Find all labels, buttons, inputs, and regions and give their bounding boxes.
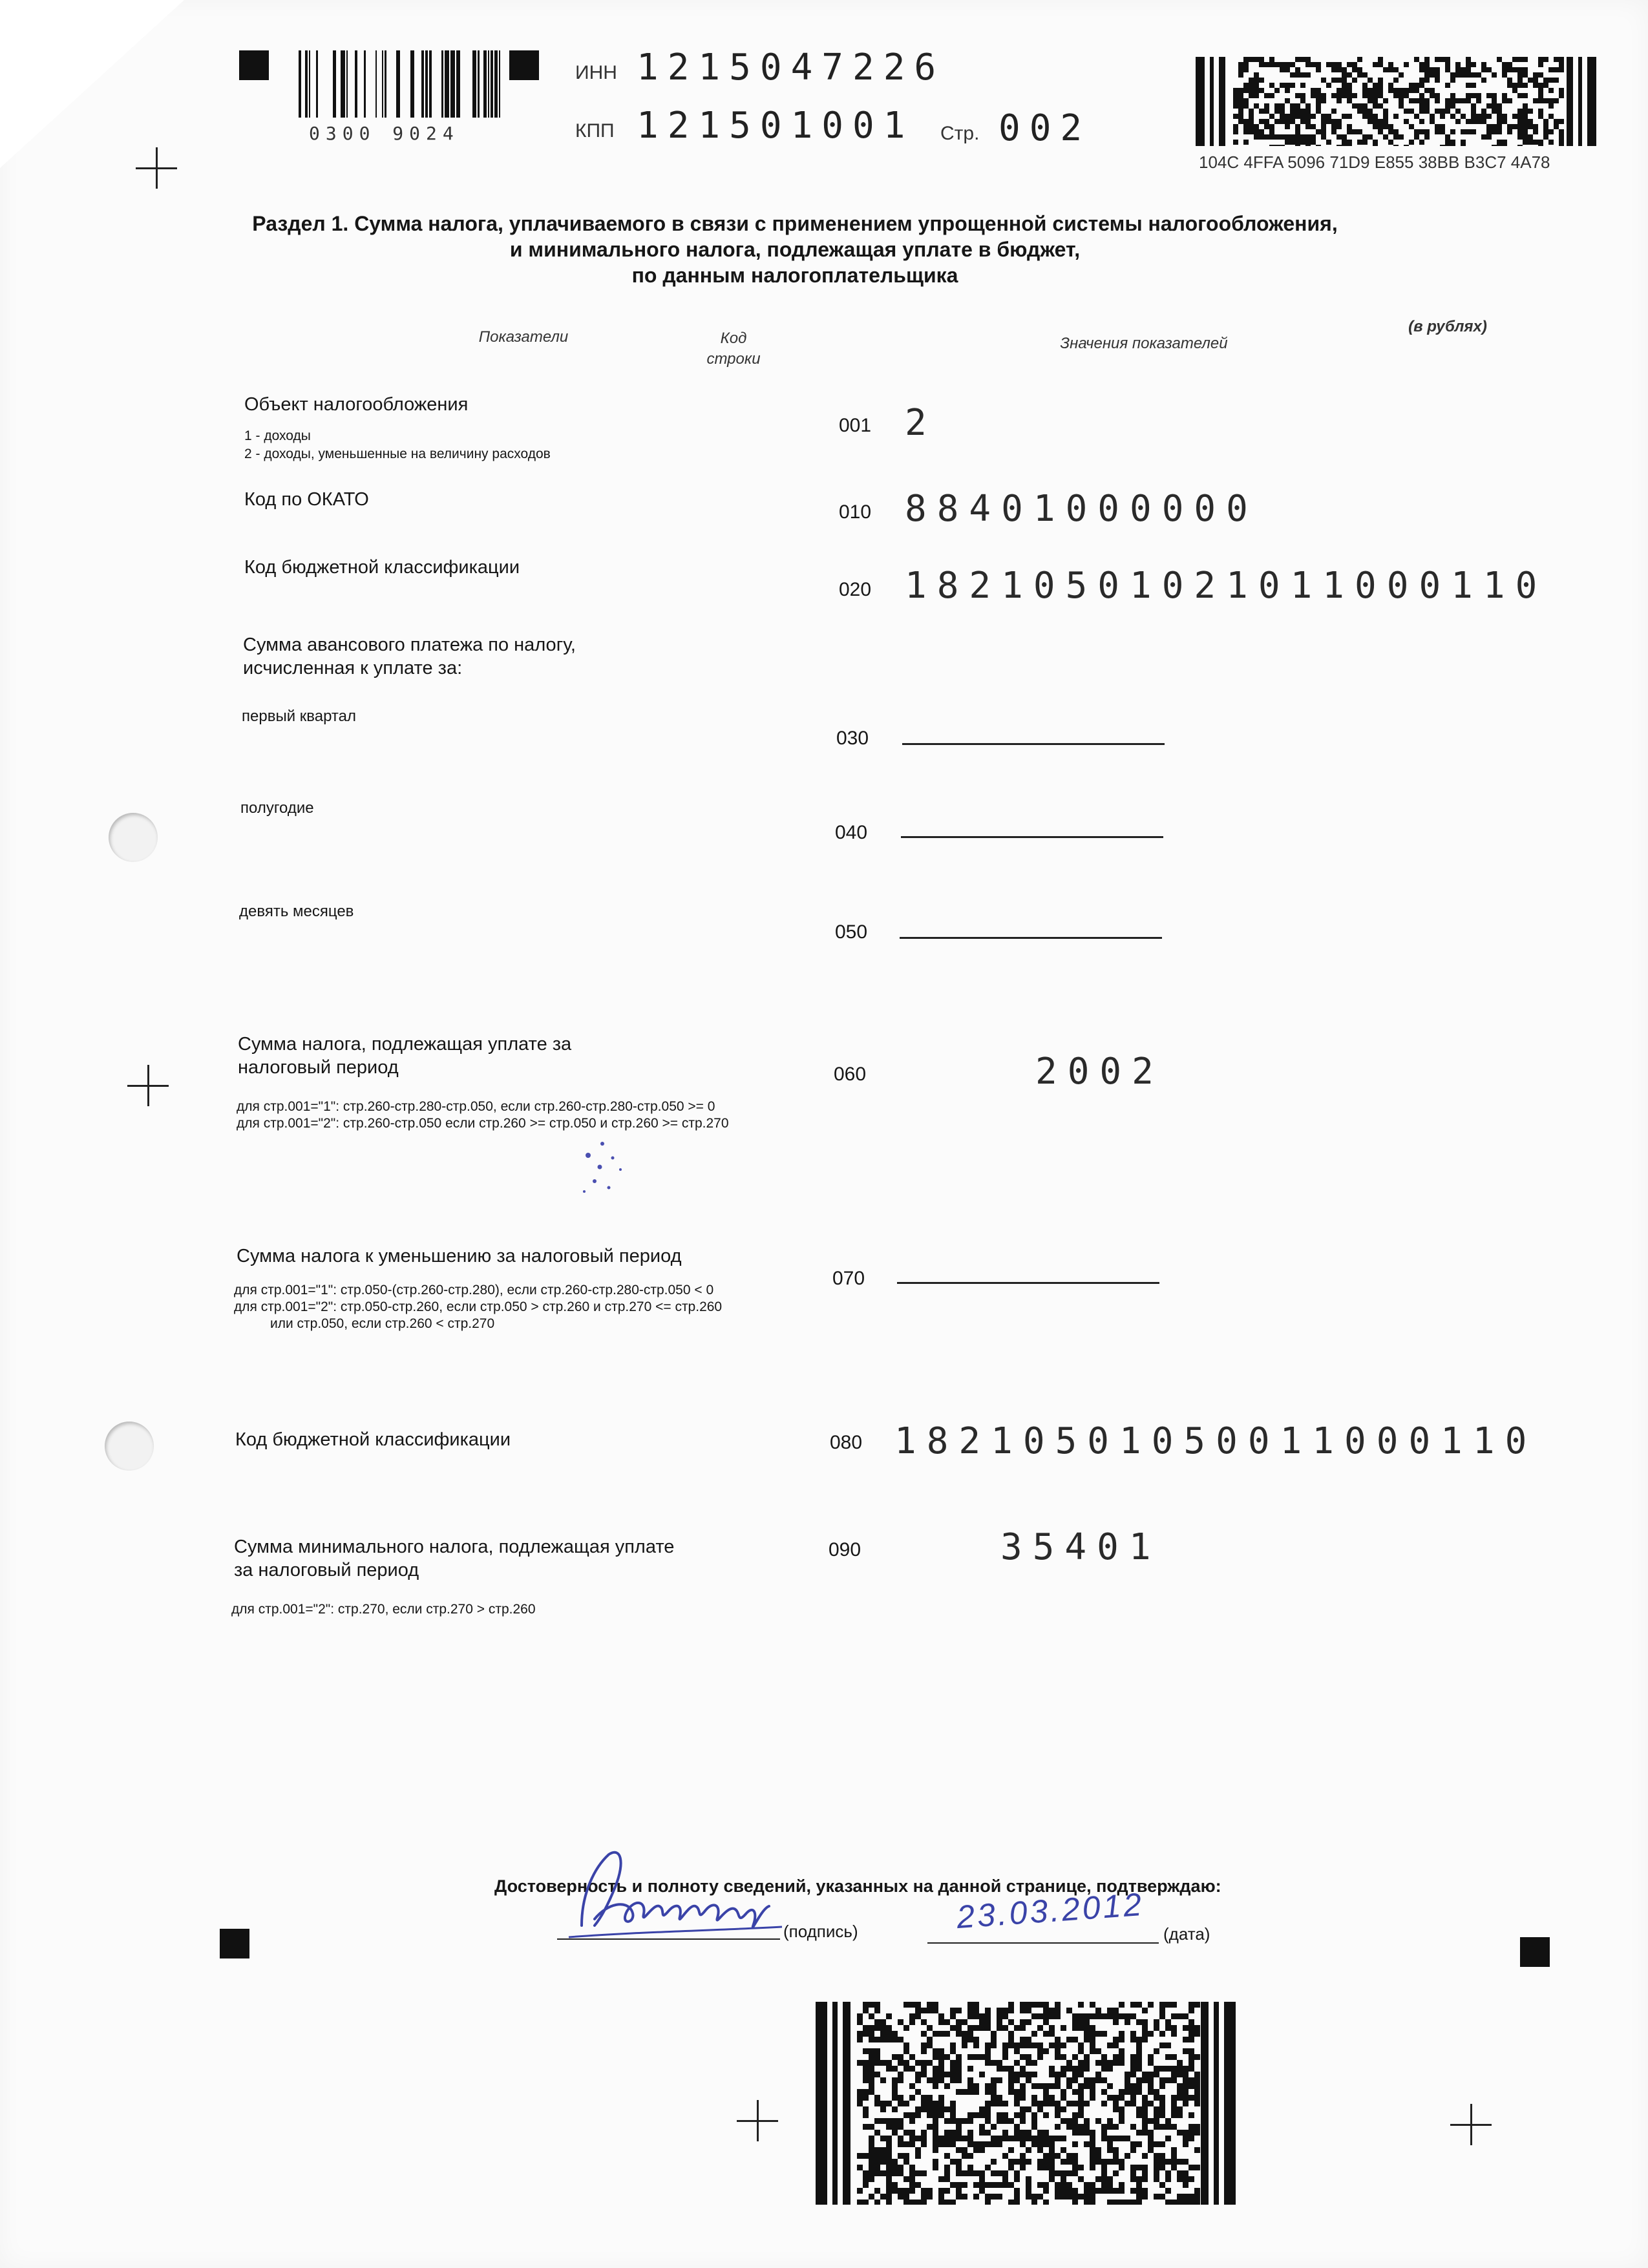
- barcode-2d-top: [1196, 57, 1596, 146]
- row-080-label: Код бюджетной классификации: [235, 1429, 511, 1450]
- row-090-code: 090: [829, 1539, 861, 1560]
- advance-heading-line2: исчисленная к уплате за:: [243, 658, 463, 678]
- date-value: 23.03.2012: [955, 1885, 1145, 1936]
- barcode-hash: 104C 4FFA 5096 71D9 E855 38BB B3C7 4A78: [1199, 152, 1550, 172]
- row-040-empty-value: [901, 836, 1163, 838]
- crosshair-bottom-center: [737, 2100, 778, 2141]
- row-040-label: полугодие: [240, 799, 314, 817]
- column-indicators: Показатели: [478, 328, 569, 346]
- row-001-note2: 2 - доходы, уменьшенные на величину расходов: [244, 446, 551, 461]
- crosshair-mid-left: [127, 1065, 169, 1106]
- row-040-code: 040: [835, 822, 868, 843]
- row-070-empty-value: [897, 1282, 1159, 1284]
- page-value: 002: [998, 107, 1092, 149]
- row-090-note1: для стр.001="2": стр.270, если стр.270 > стр.260: [231, 1602, 536, 1617]
- row-090-value: 35401: [1000, 1526, 1161, 1568]
- punch-hole-upper: [109, 813, 158, 862]
- row-070-note2: для стр.001="2": стр.050-стр.260, если стр.050 > стр.260 и стр.270 <= стр.260: [234, 1299, 723, 1314]
- row-001-value: 2: [905, 402, 937, 444]
- row-070-note3: или стр.050, если стр.260 < стр.270: [270, 1316, 495, 1331]
- date-line: [927, 1942, 1159, 1944]
- row-060-note1: для стр.001="1": стр.260-стр.280-стр.050, если стр.260-стр.280-стр.050 >= 0: [237, 1099, 715, 1114]
- page-label: Стр.: [940, 123, 980, 144]
- row-050-label: девять месяцев: [239, 903, 354, 920]
- registration-marker-top-center: [509, 50, 539, 80]
- date-caption: (дата): [1163, 1924, 1210, 1944]
- registration-marker-bottom-left: [220, 1929, 249, 1958]
- column-units: (в рублях): [1408, 318, 1487, 335]
- ink-specks: [562, 1124, 653, 1215]
- signature: [556, 1842, 788, 1958]
- row-030-label: первый квартал: [242, 708, 356, 725]
- row-001-note1: 1 - доходы: [244, 428, 311, 443]
- row-080-code: 080: [830, 1432, 863, 1453]
- row-090-line1: Сумма минимального налога, подлежащая уплате: [234, 1537, 675, 1557]
- barcode-2d-bottom: [816, 2002, 1236, 2205]
- kpp-value: 121501001: [637, 105, 914, 147]
- row-090-line2: за налоговый период: [234, 1560, 419, 1580]
- section-title-line1: Раздел 1. Сумма налога, уплачиваемого в связи с применением упрощенной системы налогообложения,: [252, 212, 1338, 235]
- row-020-code: 020: [839, 579, 872, 600]
- row-060-code: 060: [834, 1064, 867, 1085]
- confirmation-text: Достоверность и полноту сведений, указанных на данной странице, подтверждаю:: [494, 1876, 1221, 1896]
- inn-value: 1215047226: [637, 47, 945, 89]
- crosshair-top-left: [136, 147, 177, 189]
- row-001-code: 001: [839, 415, 872, 436]
- punch-hole-lower: [105, 1422, 154, 1471]
- row-060-line1: Сумма налога, подлежащая уплате за: [238, 1034, 572, 1055]
- row-010-value: 88401000000: [905, 488, 1258, 530]
- column-values: Значения показателей: [1060, 335, 1228, 352]
- row-050-empty-value: [900, 937, 1162, 939]
- row-020-label: Код бюджетной классификации: [244, 557, 520, 578]
- section-title-line3: по данным налогоплательщика: [631, 264, 958, 287]
- signature-caption: (подпись): [783, 1922, 858, 1941]
- registration-marker-top-left: [239, 50, 269, 80]
- row-080-value: 18210501050011000110: [894, 1420, 1537, 1462]
- row-050-code: 050: [835, 921, 868, 943]
- row-001-label: Объект налогообложения: [244, 394, 469, 415]
- row-070-note1: для стр.001="1": стр.050-(стр.260-стр.280), если стр.260-стр.280-стр.050 < 0: [234, 1283, 714, 1297]
- row-020-value: 18210501021011000110: [905, 565, 1548, 607]
- kpp-label: КПП: [575, 120, 615, 142]
- row-060-value: 2002: [1035, 1051, 1164, 1093]
- row-030-empty-value: [902, 743, 1165, 745]
- crosshair-bottom-right: [1450, 2104, 1492, 2145]
- signature-line: [557, 1938, 780, 1940]
- row-070-label: Сумма налога к уменьшению за налоговый период: [237, 1246, 682, 1266]
- barcode: [299, 50, 505, 121]
- column-code-line1: Код: [720, 330, 747, 347]
- row-060-line2: налоговый период: [238, 1057, 399, 1078]
- row-030-code: 030: [836, 728, 869, 749]
- row-010-code: 010: [839, 501, 872, 523]
- row-060-note2: для стр.001="2": стр.260-стр.050 если стр.260 >= стр.050 и стр.260 >= стр.270: [237, 1116, 729, 1131]
- row-010-label: Код по ОКАТО: [244, 489, 369, 510]
- registration-marker-bottom-right: [1520, 1937, 1550, 1967]
- column-code-line2: строки: [706, 350, 761, 368]
- advance-heading-line1: Сумма авансового платежа по налогу,: [243, 635, 576, 655]
- inn-label: ИНН: [575, 62, 617, 83]
- row-070-code: 070: [832, 1268, 865, 1289]
- barcode-number: 0300 9024: [309, 123, 460, 144]
- section-title-line2: и минимального налога, подлежащая уплате в бюджет,: [509, 238, 1081, 261]
